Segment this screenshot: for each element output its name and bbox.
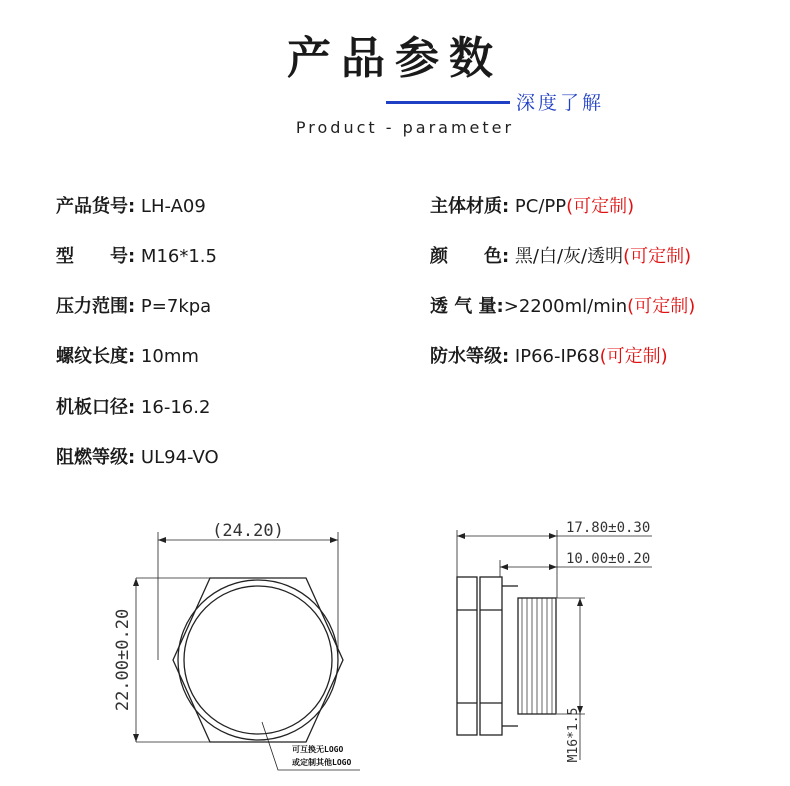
customizable-note: (可定制) <box>566 196 635 217</box>
spec-value: IP66-IP68 <box>509 346 600 367</box>
spec-key: 压力范围: <box>56 296 136 317</box>
spec-key: 主体材质: <box>430 196 510 217</box>
page-title: 产品参数 <box>287 33 503 84</box>
spec-value: P=7kpa <box>135 296 212 317</box>
spec-value: >2200ml/min <box>503 296 628 317</box>
spec-value: 16-16.2 <box>135 397 211 418</box>
spec-value: M16*1.5 <box>135 246 217 267</box>
spec-value: PC/PP <box>509 196 567 217</box>
inner-ring <box>184 586 332 734</box>
thread-length-dimension: 10.00±0.20 <box>566 551 651 567</box>
spec-value: UL94-VO <box>135 447 219 468</box>
logo-note-2: 或定制其他LOGO <box>292 758 352 767</box>
nut <box>480 577 502 735</box>
logo-note-1: 可互换无LOGO <box>292 745 344 754</box>
customizable-note: (可定制) <box>627 296 696 317</box>
height-dimension: 22.00±0.20 <box>113 608 133 712</box>
customizable-note: (可定制) <box>599 346 668 367</box>
hex-outline <box>173 578 343 742</box>
subtitle-en: Product - parameter <box>295 118 515 137</box>
spec-key: 颜 色: <box>430 246 510 267</box>
spec-key: 产品货号: <box>56 196 136 217</box>
spec-key: 机板口径: <box>56 397 136 418</box>
subtitle-cn: 深度了解 <box>516 92 605 114</box>
outer-ring <box>178 580 338 740</box>
customizable-note: (可定制) <box>623 246 692 267</box>
spec-value: 黑/白/灰/透明 <box>509 246 624 267</box>
spec-key: 螺纹长度: <box>56 346 136 367</box>
spec-key: 防水等级: <box>430 346 510 367</box>
flange <box>457 577 477 735</box>
spec-key: 型 号: <box>56 246 136 267</box>
spec-key: 透 气 量: <box>430 296 504 317</box>
total-length-dimension: 17.80±0.30 <box>566 520 651 536</box>
width-dimension: (24.20) <box>212 521 284 541</box>
spec-key: 阻燃等级: <box>56 447 136 468</box>
thread-spec: M16*1.5 <box>566 707 581 763</box>
spec-value: LH-A09 <box>135 196 206 217</box>
spec-value: 10mm <box>135 346 199 367</box>
